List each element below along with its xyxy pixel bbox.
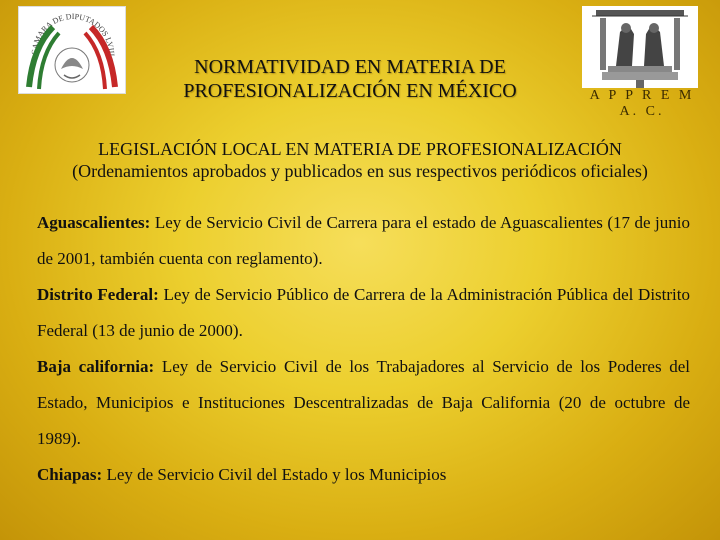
- law-description: Ley de Servicio Público de Carrera de la Administración Pública del Distrito Federal (13 de junio de 2000).: [37, 285, 690, 340]
- state-name: Aguascalientes:: [37, 213, 151, 232]
- law-description: Ley de Servicio Civil de Carrera para el estado de Aguascalientes (17 de junio de 2001, también cuenta con reglamento).: [37, 213, 690, 268]
- apprem-label: A P P R E M A. C.: [589, 88, 695, 119]
- law-description: Ley de Servicio Civil de los Trabajadores al Servicio de los Poderes del Estado, Municipios e Instituciones Descentralizadas de Baja California (20 de octubre de 1989).: [37, 357, 690, 448]
- section-heading: LEGISLACIÓN LOCAL EN MATERIA DE PROFESIONALIZACIÓN: [98, 139, 622, 159]
- camara-diputados-logo: [18, 6, 126, 94]
- list-item: [37, 349, 690, 457]
- law-description: Ley de Servicio Civil del Estado y los Municipios: [102, 465, 447, 484]
- list-item: [37, 457, 690, 493]
- page-title: [140, 55, 560, 103]
- list-item: [37, 277, 690, 349]
- list-item: [37, 205, 690, 277]
- state-name: Chiapas:: [37, 465, 103, 484]
- section-subheading: (Ordenamientos aprobados y publicados en sus respectivos periódicos oficiales): [72, 161, 648, 181]
- legislation-list: [37, 205, 690, 493]
- eagle-emblem-icon: [19, 7, 125, 93]
- temple-figures-icon: [582, 6, 698, 88]
- title-line-1: NORMATIVIDAD EN MATERIA DE: [194, 56, 506, 78]
- state-name: Baja california:: [37, 357, 155, 376]
- logo-arc-text: CAMARA DE DIPUTADOS LVIII: [29, 11, 117, 57]
- section-header: [20, 138, 700, 182]
- apprem-logo: [582, 6, 698, 88]
- title-line-2: PROFESIONALIZACIÓN EN MÉXICO: [183, 80, 517, 102]
- state-name: Distrito Federal:: [37, 285, 159, 304]
